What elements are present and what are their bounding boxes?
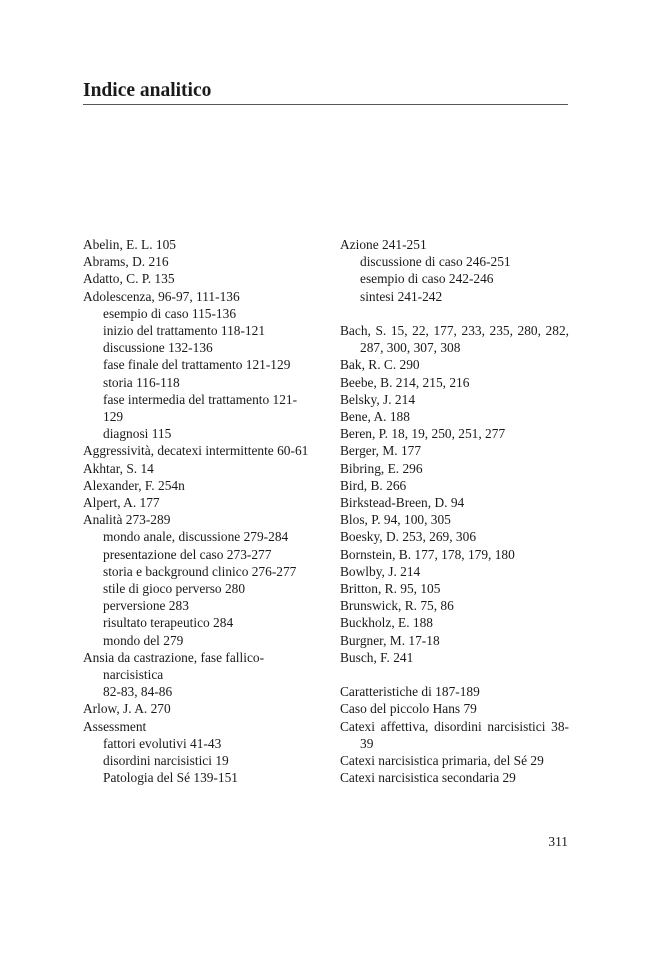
index-entry: Alexander, F. 254n (83, 477, 185, 493)
title-divider (83, 104, 568, 105)
index-subentry: mondo del 279 (103, 632, 184, 648)
index-entry: Bornstein, B. 177, 178, 179, 180 (340, 546, 515, 562)
page-number: 311 (548, 834, 568, 849)
index-subentry: risultato terapeutico 284 (103, 615, 234, 631)
index-entry: Beren, P. 18, 19, 250, 251, 277 (340, 426, 506, 442)
index-entry: Bak, R. C. 290 (340, 357, 420, 373)
entry-spacer (340, 305, 569, 322)
index-entry: Caso del piccolo Hans 79 (340, 701, 477, 717)
index-entry: Abelin, E. L. 105 (83, 237, 176, 252)
index-subentry: discussione di caso 246-251 (360, 254, 511, 270)
index-entry: Beebe, B. 214, 215, 216 (340, 374, 470, 390)
index-entry: Boesky, D. 253, 269, 306 (340, 529, 477, 545)
index-subentry: inizio del trattamento 118-121 (103, 323, 266, 339)
index-entry: Arlow, J. A. 270 (83, 701, 171, 717)
index-subentry: storia 116-118 (103, 374, 180, 390)
index-entry: Caratteristiche di 187-189 (340, 684, 480, 700)
index-subentry: sintesi 241-242 (360, 288, 443, 304)
index-entry: Bach, S. 15, 22, 177, 233, 235, 280, 282, 287, 300, 307, 308 (340, 323, 569, 356)
index-subentry: fase intermedia del trattamento 121-129 (103, 391, 298, 425)
index-subentry: diagnosi 115 (103, 426, 172, 442)
index-subentry: storia e background clinico 276-277 (103, 563, 297, 579)
index-entry: Berger, M. 177 (340, 443, 422, 459)
index-entry: Belsky, J. 214 (340, 391, 416, 407)
index-entry: Bird, B. 266 (340, 477, 407, 493)
index-entry: Catexi narcisistica secondaria 29 (340, 770, 516, 786)
index-entry: Catexi narcisistica primaria, del Sé 29 (340, 753, 544, 769)
index-column-right (340, 236, 569, 786)
index-entry: Aggressività, decatexi intermittente 60-61 (83, 443, 309, 459)
index-subentry: esempio di caso 115-136 (103, 305, 237, 321)
index-entry: Adatto, C. P. 135 (83, 271, 175, 287)
index-entry: Abrams, D. 216 (83, 254, 169, 270)
index-entry: Bowlby, J. 214 (340, 563, 421, 579)
index-entry: Ansia da castrazione, fase fallico-narcisistica (83, 649, 265, 683)
index-subentry: disordini narcisistici 19 (103, 753, 229, 769)
index-subentry: mondo anale, discussione 279-284 (103, 529, 289, 545)
index-entry: Britton, R. 95, 105 (340, 581, 441, 597)
index-entry: Akhtar, S. 14 (83, 460, 154, 476)
index-entry: Catexi affettiva, disordini narcisistici 38-39 (340, 718, 569, 751)
index-subentry: presentazione del caso 273-277 (103, 546, 272, 562)
index-subentry: Patologia del Sé 139-151 (103, 770, 239, 786)
index-entry: Bibring, E. 296 (340, 460, 423, 476)
index-subentry: discussione 132-136 (103, 340, 213, 356)
index-subentry: esempio di caso 242-246 (360, 271, 494, 287)
index-entry: Bene, A. 188 (340, 409, 410, 425)
index-entry: Burgner, M. 17-18 (340, 632, 440, 648)
index-subentry: fase finale del trattamento 121-129 (103, 357, 291, 373)
index-entry: Adolescenza, 96-97, 111-136 (83, 288, 240, 304)
index-subentry: stile di gioco perverso 280 (103, 581, 246, 597)
page-title: Indice analitico (83, 80, 212, 101)
index-entry: Busch, F. 241 (340, 649, 414, 665)
index-column-left (83, 236, 315, 787)
index-entry: Azione 241-251 (340, 237, 427, 252)
index-entry: Brunswick, R. 75, 86 (340, 598, 454, 614)
index-subentry: perversione 283 (103, 598, 189, 614)
index-entry: Alpert, A. 177 (83, 495, 160, 511)
index-subentry: fattori evolutivi 41-43 (103, 735, 222, 751)
index-entry: Assessment (83, 718, 147, 734)
index-entry: Buckholz, E. 188 (340, 615, 433, 631)
index-entry: Birkstead-Breen, D. 94 (340, 495, 465, 511)
entry-spacer (340, 666, 569, 683)
index-entry: Blos, P. 94, 100, 305 (340, 512, 451, 528)
index-subentry: 82-83, 84-86 (103, 684, 173, 700)
index-entry: Analità 273-289 (83, 512, 171, 528)
